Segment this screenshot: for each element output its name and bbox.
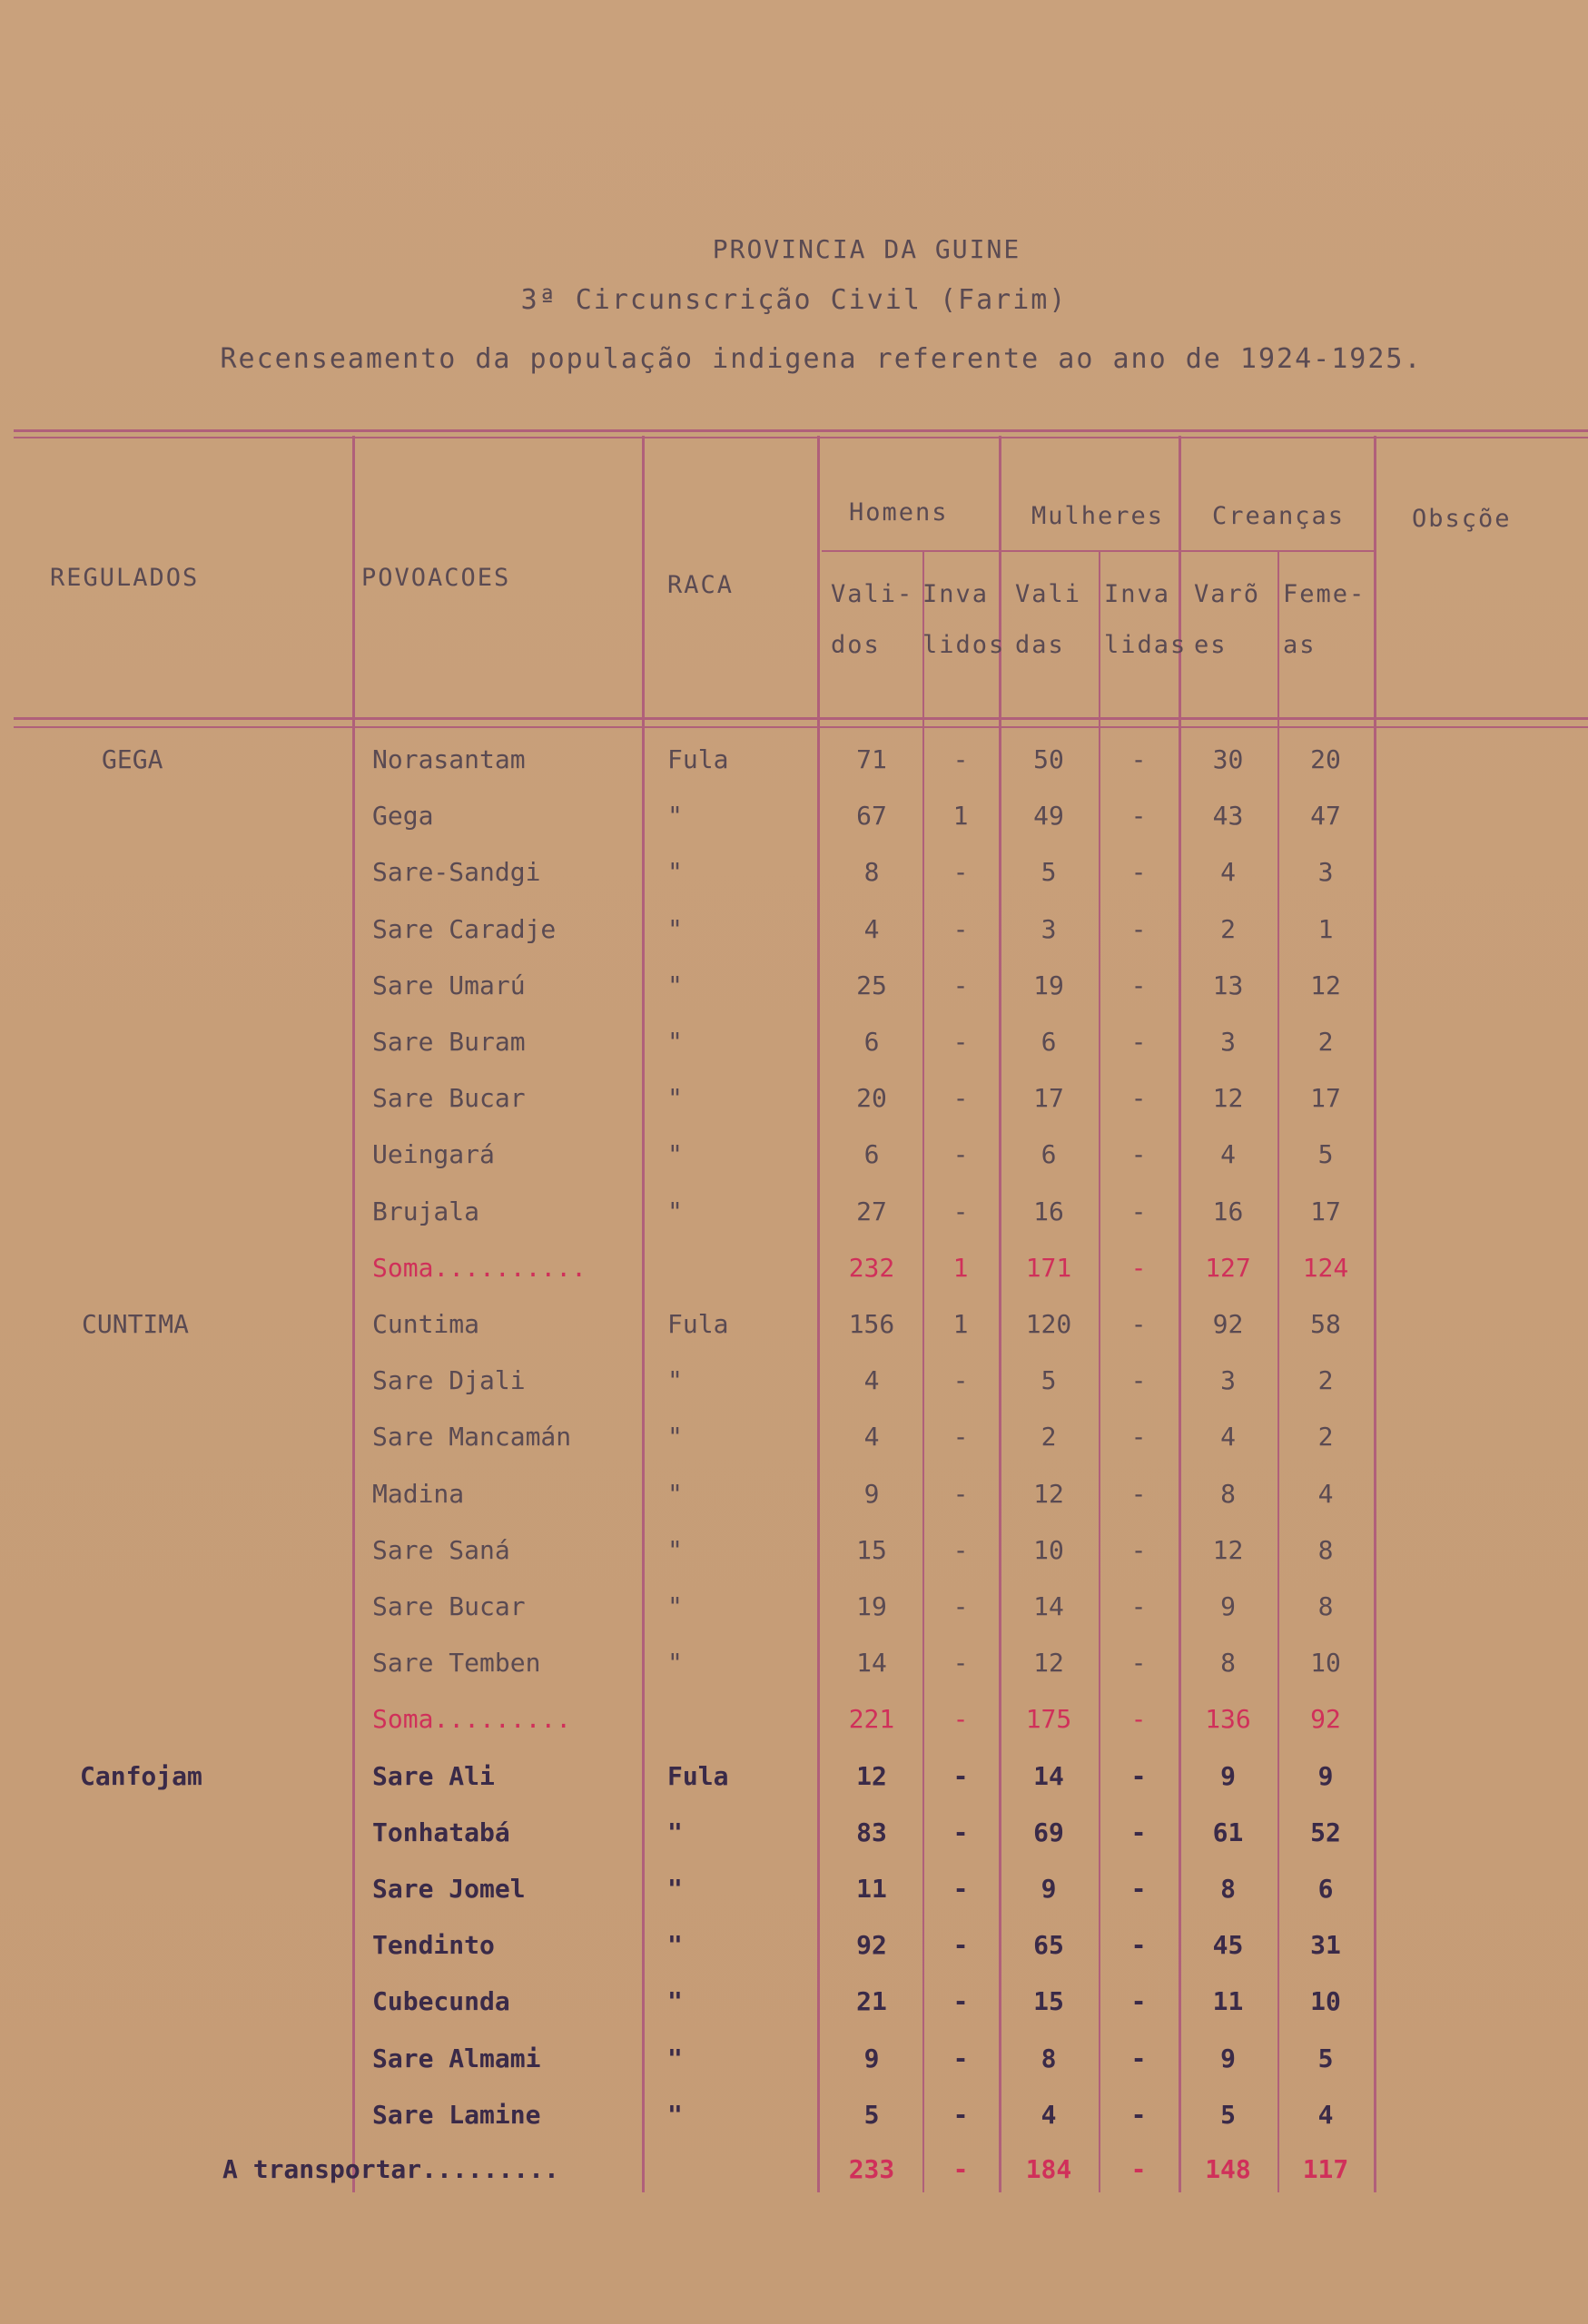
- row-mv: 65: [1033, 1930, 1064, 1960]
- row-povoacao: Sare Bucar: [372, 1083, 526, 1113]
- row-povoacao: Sare Ali: [372, 1761, 495, 1791]
- row-cf: 58: [1310, 1309, 1341, 1339]
- row-hv: 5: [863, 2100, 880, 2130]
- row-hv: 12: [856, 1761, 887, 1791]
- row-hv: 92: [856, 1930, 887, 1960]
- top-rule-2: [14, 437, 1588, 438]
- row-povoacao: Brujala: [372, 1196, 480, 1226]
- row-hv: 156: [848, 1309, 895, 1339]
- row-hv: 27: [856, 1196, 887, 1226]
- row-mi: -: [1130, 1591, 1147, 1621]
- row-mv: 19: [1033, 970, 1064, 1000]
- row-mi: -: [1130, 970, 1147, 1000]
- row-cf: 5: [1317, 2043, 1334, 2073]
- row-mv: 14: [1033, 1761, 1064, 1791]
- row-mi: -: [1130, 1648, 1147, 1678]
- row-cf: 6: [1317, 1874, 1334, 1904]
- row-cv: 45: [1212, 1930, 1244, 1960]
- row-cv: 3: [1220, 1365, 1236, 1395]
- row-povoacao: Norasantam: [372, 744, 526, 774]
- row-povoacao: Gega: [372, 801, 434, 831]
- row-cv: 4: [1220, 1139, 1236, 1169]
- row-hv: 11: [856, 1874, 887, 1904]
- row-cf: 2: [1317, 1422, 1334, 1452]
- row-mi: -: [1130, 1253, 1147, 1283]
- row-mv: 17: [1033, 1083, 1064, 1113]
- row-mv: 16: [1033, 1196, 1064, 1226]
- row-mi: -: [1130, 1704, 1147, 1734]
- row-raca: ": [667, 1479, 683, 1509]
- row-mi: -: [1130, 1196, 1147, 1226]
- row-cv: 4: [1220, 857, 1236, 887]
- row-mv: 175: [1025, 1704, 1072, 1734]
- row-mv: 50: [1033, 744, 1064, 774]
- row-cf: 9: [1317, 1761, 1334, 1791]
- row-povoacao: Sare Temben: [372, 1648, 541, 1678]
- row-cf: 4: [1317, 2100, 1334, 2130]
- row-hv: 67: [856, 801, 887, 831]
- row-mv: 6: [1041, 1027, 1057, 1057]
- census-title: Recenseamento da população indigena referente ao ano de 1924-1925.: [220, 343, 1423, 375]
- row-mi: -: [1130, 1139, 1147, 1169]
- row-raca: ": [667, 1930, 683, 1960]
- row-hi: -: [952, 857, 969, 887]
- row-cv: 9: [1220, 1591, 1236, 1621]
- footer-mi: -: [1130, 2154, 1147, 2184]
- row-mv: 5: [1041, 1365, 1057, 1395]
- subheader-m-validas-1: Vali: [1015, 580, 1082, 608]
- row-mv: 49: [1033, 801, 1064, 831]
- row-povoacao: Sare Saná: [372, 1535, 510, 1565]
- row-hv: 25: [856, 970, 887, 1000]
- row-hv: 9: [863, 2043, 880, 2073]
- row-cv: 8: [1220, 1874, 1236, 1904]
- row-hv: 15: [856, 1535, 887, 1565]
- row-hi: 1: [952, 1253, 969, 1283]
- row-mi: -: [1130, 1761, 1147, 1791]
- row-hi: 1: [952, 801, 969, 831]
- row-hi: -: [952, 1027, 969, 1057]
- row-hi: -: [952, 1704, 969, 1734]
- row-raca: ": [667, 1365, 683, 1395]
- row-cf: 8: [1317, 1535, 1334, 1565]
- row-mv: 6: [1041, 1139, 1057, 1169]
- header-regulados: REGULADOS: [50, 564, 200, 592]
- province-title: PROVINCIA DA GUINE: [712, 234, 1021, 264]
- row-mv: 120: [1025, 1309, 1072, 1339]
- row-povoacao: Sare Caradje: [372, 914, 557, 944]
- row-cv: 127: [1205, 1253, 1251, 1283]
- row-povoacao: Soma.........: [372, 1704, 572, 1734]
- row-mi: -: [1130, 2100, 1147, 2130]
- row-hv: 6: [863, 1027, 880, 1057]
- row-povoacao: Cubecunda: [372, 1986, 510, 2016]
- row-povoacao: Ueingará: [372, 1139, 495, 1169]
- footer-cv: 148: [1205, 2154, 1251, 2184]
- row-raca: ": [667, 970, 683, 1000]
- row-cf: 4: [1317, 1479, 1334, 1509]
- row-hi: -: [952, 970, 969, 1000]
- row-cv: 4: [1220, 1422, 1236, 1452]
- row-hi: 1: [952, 1309, 969, 1339]
- row-hi: -: [952, 1196, 969, 1226]
- row-hi: -: [952, 914, 969, 944]
- row-cv: 9: [1220, 1761, 1236, 1791]
- header-bottom-rule-2: [14, 726, 1588, 728]
- row-regulado: GEGA: [102, 744, 163, 774]
- row-hv: 6: [863, 1139, 880, 1169]
- row-hv: 4: [863, 1365, 880, 1395]
- row-cf: 124: [1302, 1253, 1349, 1283]
- row-raca: ": [667, 857, 683, 887]
- row-regulado: Canfojam: [80, 1761, 202, 1791]
- header-povoacoes: POVOACOES: [361, 564, 511, 592]
- row-hi: -: [952, 1817, 969, 1847]
- row-cf: 5: [1317, 1139, 1334, 1169]
- row-hv: 83: [856, 1817, 887, 1847]
- row-raca: ": [667, 1083, 683, 1113]
- row-cf: 52: [1310, 1817, 1341, 1847]
- row-hi: -: [952, 2043, 969, 2073]
- row-hi: -: [952, 1479, 969, 1509]
- subheader-c-varoes-1: Varõ: [1194, 580, 1261, 608]
- row-cf: 17: [1310, 1196, 1341, 1226]
- row-cv: 8: [1220, 1648, 1236, 1678]
- subheader-h-validos-1: Vali-: [831, 580, 914, 608]
- row-hv: 9: [863, 1479, 880, 1509]
- row-povoacao: Cuntima: [372, 1309, 480, 1339]
- row-cf: 47: [1310, 801, 1341, 831]
- row-cf: 17: [1310, 1083, 1341, 1113]
- row-cv: 43: [1212, 801, 1244, 831]
- row-mv: 12: [1033, 1648, 1064, 1678]
- row-hi: -: [952, 1139, 969, 1169]
- footer-hi: -: [952, 2154, 969, 2184]
- row-raca: ": [667, 2043, 683, 2073]
- row-raca: Fula: [667, 1761, 729, 1791]
- row-raca: ": [667, 1027, 683, 1057]
- subheader-m-validas-2: das: [1015, 631, 1065, 659]
- row-mv: 15: [1033, 1986, 1064, 2016]
- row-hi: -: [952, 1648, 969, 1678]
- row-raca: ": [667, 2100, 683, 2130]
- row-mv: 3: [1041, 914, 1057, 944]
- row-cv: 30: [1212, 744, 1244, 774]
- row-cv: 2: [1220, 914, 1236, 944]
- row-hi: -: [952, 1365, 969, 1395]
- row-cf: 8: [1317, 1591, 1334, 1621]
- row-hv: 4: [863, 914, 880, 944]
- row-cf: 12: [1310, 970, 1341, 1000]
- row-hi: -: [952, 2100, 969, 2130]
- row-cf: 92: [1310, 1704, 1341, 1734]
- row-hi: -: [952, 1986, 969, 2016]
- row-povoacao: Sare Lamine: [372, 2100, 541, 2130]
- row-mv: 171: [1025, 1253, 1072, 1283]
- row-cf: 10: [1310, 1986, 1341, 2016]
- row-mi: -: [1130, 1479, 1147, 1509]
- row-cf: 2: [1317, 1027, 1334, 1057]
- row-raca: ": [667, 1648, 683, 1678]
- row-povoacao: Tonhatabá: [372, 1817, 510, 1847]
- row-hi: -: [952, 1591, 969, 1621]
- row-mi: -: [1130, 857, 1147, 887]
- row-povoacao: Sare Buram: [372, 1027, 526, 1057]
- row-cv: 5: [1220, 2100, 1236, 2130]
- row-povoacao: Sare Jomel: [372, 1874, 526, 1904]
- row-mv: 8: [1041, 2043, 1057, 2073]
- row-raca: ": [667, 1139, 683, 1169]
- row-cv: 13: [1212, 970, 1244, 1000]
- footer-hv: 233: [848, 2154, 895, 2184]
- subheader-h-invalidos-1: Inva: [922, 580, 990, 608]
- row-cv: 12: [1212, 1535, 1244, 1565]
- row-hi: -: [952, 1422, 969, 1452]
- row-cv: 92: [1212, 1309, 1244, 1339]
- header-mulheres: Mulheres: [1031, 502, 1165, 530]
- row-hi: -: [952, 744, 969, 774]
- col-rule-regulados: [352, 436, 355, 2192]
- row-cv: 12: [1212, 1083, 1244, 1113]
- row-hv: 232: [848, 1253, 895, 1283]
- row-hi: -: [952, 1535, 969, 1565]
- col-rule-povoacoes: [642, 436, 645, 2192]
- row-mv: 9: [1041, 1874, 1057, 1904]
- row-povoacao: Sare Umarú: [372, 970, 526, 1000]
- subheader-h-invalidos-2: lidos: [922, 631, 1006, 659]
- row-cf: 2: [1317, 1365, 1334, 1395]
- row-povoacao: Sare Mancamán: [372, 1422, 572, 1452]
- row-hi: -: [952, 1083, 969, 1113]
- row-povoacao: Sare Djali: [372, 1365, 526, 1395]
- row-mi: -: [1130, 914, 1147, 944]
- row-mv: 14: [1033, 1591, 1064, 1621]
- row-mi: -: [1130, 1309, 1147, 1339]
- row-raca: ": [667, 1535, 683, 1565]
- subheader-m-invalidas-2: lidas: [1104, 631, 1188, 659]
- col-rule-raca: [817, 436, 820, 2192]
- row-povoacao: Sare-Sandgi: [372, 857, 541, 887]
- row-mv: 10: [1033, 1535, 1064, 1565]
- row-mi: -: [1130, 1986, 1147, 2016]
- row-mi: -: [1130, 1874, 1147, 1904]
- row-cf: 31: [1310, 1930, 1341, 1960]
- subheader-h-validos-2: dos: [831, 631, 881, 659]
- footer-cf: 117: [1302, 2154, 1349, 2184]
- row-mv: 2: [1041, 1422, 1057, 1452]
- row-cf: 1: [1317, 914, 1334, 944]
- row-hv: 8: [863, 857, 880, 887]
- circumscription-title: 3ª Circunscrição Civil (Farim): [520, 284, 1068, 316]
- row-hv: 14: [856, 1648, 887, 1678]
- row-mv: 69: [1033, 1817, 1064, 1847]
- row-raca: ": [667, 1196, 683, 1226]
- row-mi: -: [1130, 2043, 1147, 2073]
- row-mi: -: [1130, 1083, 1147, 1113]
- footer-mv: 184: [1025, 2154, 1072, 2184]
- row-mi: -: [1130, 1535, 1147, 1565]
- col-rule-creancas: [1374, 436, 1376, 2192]
- row-cv: 9: [1220, 2043, 1236, 2073]
- row-hi: -: [952, 1761, 969, 1791]
- row-mv: 5: [1041, 857, 1057, 887]
- subheader-rule: [822, 550, 1374, 552]
- row-mi: -: [1130, 1817, 1147, 1847]
- row-hv: 20: [856, 1083, 887, 1113]
- row-hi: -: [952, 1930, 969, 1960]
- row-cv: 16: [1212, 1196, 1244, 1226]
- subheader-m-invalidas-1: Inva: [1104, 580, 1171, 608]
- row-cv: 3: [1220, 1027, 1236, 1057]
- row-mi: -: [1130, 744, 1147, 774]
- row-cv: 136: [1205, 1704, 1251, 1734]
- row-raca: Fula: [667, 1309, 729, 1339]
- row-mi: -: [1130, 1930, 1147, 1960]
- row-hi: -: [952, 1874, 969, 1904]
- row-cv: 8: [1220, 1479, 1236, 1509]
- row-raca: ": [667, 1874, 683, 1904]
- row-regulado: CUNTIMA: [82, 1309, 190, 1339]
- header-homens: Homens: [849, 498, 949, 527]
- row-cf: 20: [1310, 744, 1341, 774]
- top-rule: [14, 429, 1588, 432]
- subheader-c-femeas-2: as: [1283, 631, 1317, 659]
- row-cf: 10: [1310, 1648, 1341, 1678]
- row-povoacao: Sare Almami: [372, 2043, 541, 2073]
- row-mv: 12: [1033, 1479, 1064, 1509]
- row-povoacao: Madina: [372, 1479, 465, 1509]
- row-hv: 221: [848, 1704, 895, 1734]
- header-raca: RACA: [667, 571, 735, 599]
- row-povoacao: Sare Bucar: [372, 1591, 526, 1621]
- row-mi: -: [1130, 1027, 1147, 1057]
- row-raca: ": [667, 1422, 683, 1452]
- row-raca: Fula: [667, 744, 729, 774]
- row-raca: ": [667, 1986, 683, 2016]
- row-povoacao: Tendinto: [372, 1930, 495, 1960]
- footer-label: A transportar.........: [222, 2154, 559, 2184]
- row-raca: ": [667, 801, 683, 831]
- row-mv: 4: [1041, 2100, 1057, 2130]
- header-observacoes: Obsçõe: [1412, 505, 1512, 533]
- header-creancas: Creanças: [1212, 502, 1346, 530]
- row-hv: 19: [856, 1591, 887, 1621]
- subheader-c-varoes-2: es: [1194, 631, 1228, 659]
- row-raca: ": [667, 1591, 683, 1621]
- subheader-c-femeas-1: Feme-: [1283, 580, 1366, 608]
- row-cv: 61: [1212, 1817, 1244, 1847]
- header-bottom-rule: [14, 717, 1588, 720]
- row-mi: -: [1130, 801, 1147, 831]
- row-cv: 11: [1212, 1986, 1244, 2016]
- row-povoacao: Soma..........: [372, 1253, 587, 1283]
- row-raca: ": [667, 1817, 683, 1847]
- row-mi: -: [1130, 1365, 1147, 1395]
- row-mi: -: [1130, 1422, 1147, 1452]
- row-hv: 21: [856, 1986, 887, 2016]
- row-hv: 71: [856, 744, 887, 774]
- row-hv: 4: [863, 1422, 880, 1452]
- row-raca: ": [667, 914, 683, 944]
- row-cf: 3: [1317, 857, 1334, 887]
